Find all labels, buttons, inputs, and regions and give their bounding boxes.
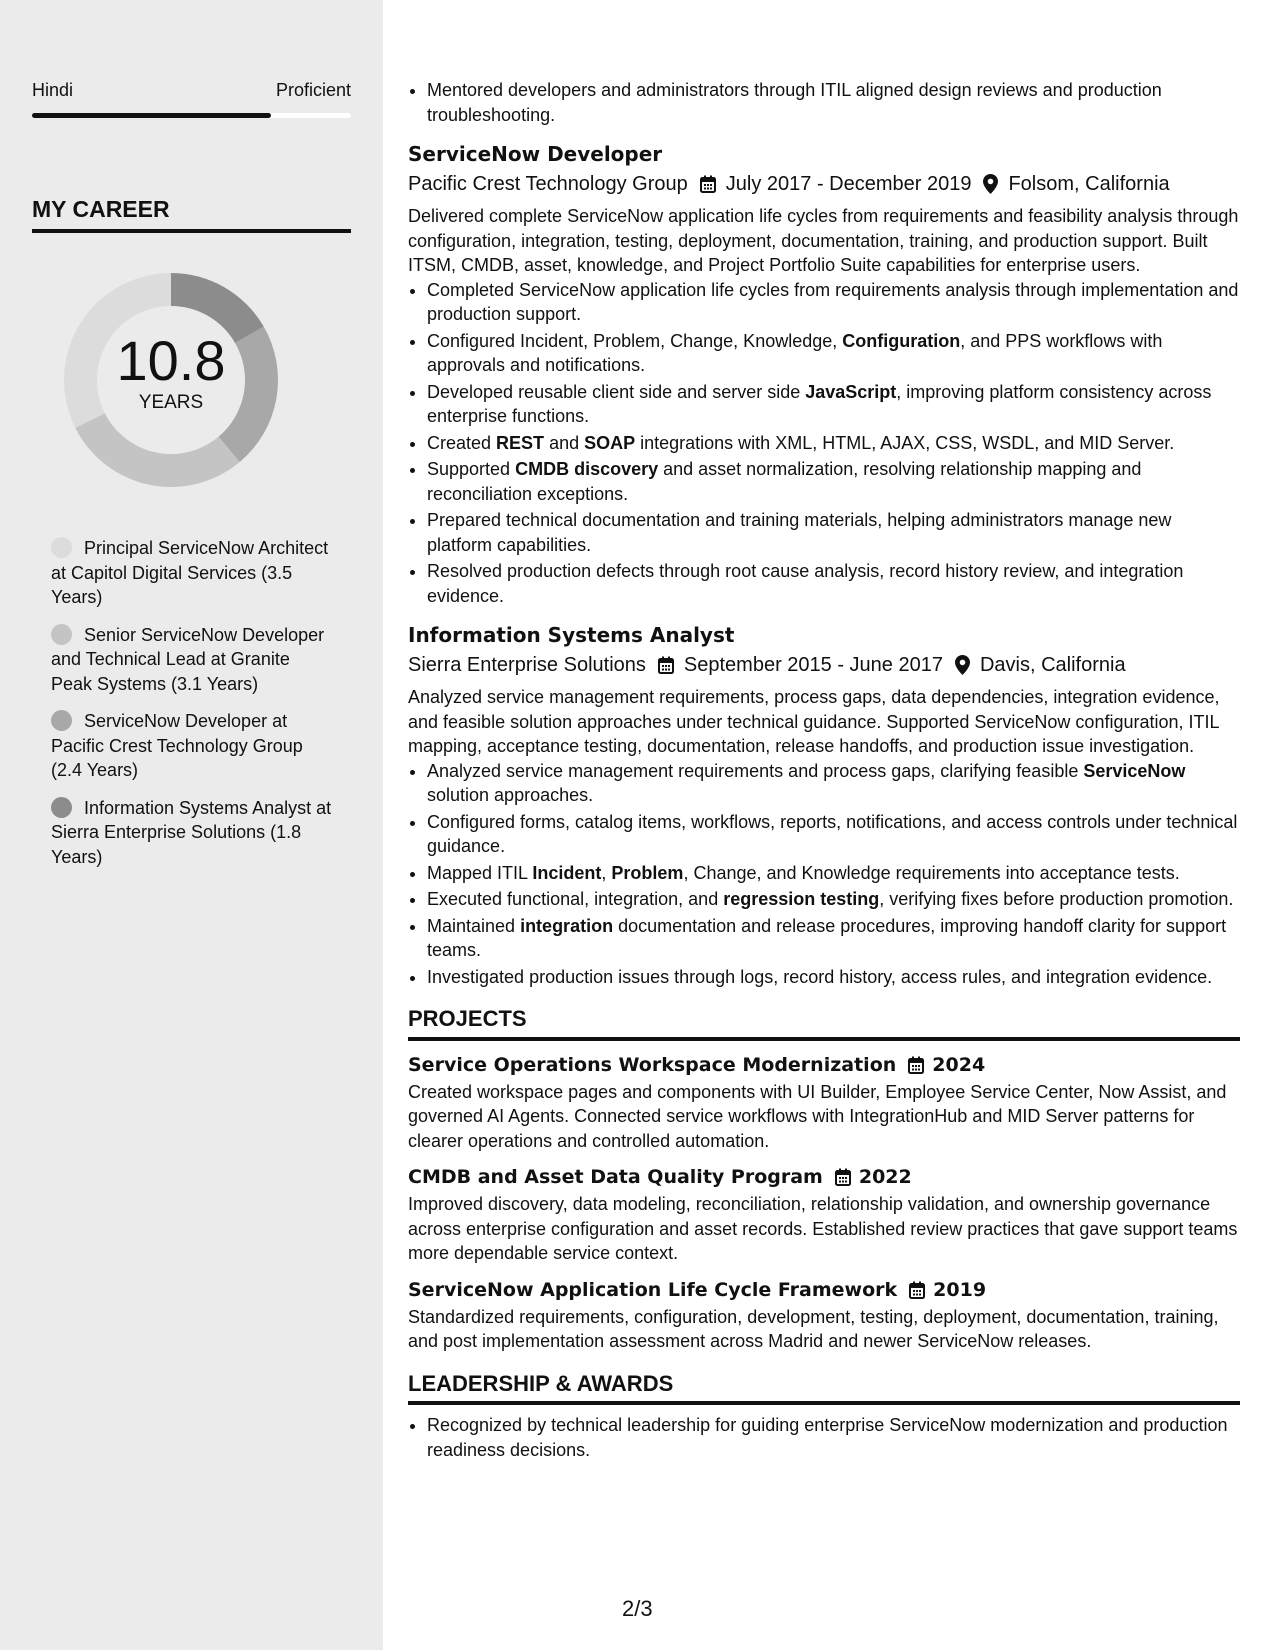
meta-icon-wrap	[908, 1056, 924, 1074]
text-run: solution approaches.	[427, 785, 594, 805]
awards-list	[408, 1413, 1240, 1462]
job-meta	[408, 170, 1240, 198]
main-content	[408, 78, 1240, 1464]
project-description: Improved discovery, data modeling, reconciliation, relationship validation, and ownership governance across enterprise configuration and asset records. Established review practices that gave support teams more dependable service context.	[408, 1194, 1238, 1263]
award-item: • Recognized by technical leadership for guiding enterprise ServiceNow modernization and production readiness decisions.	[427, 1413, 1240, 1462]
job-title: Information Systems Analyst	[408, 623, 735, 647]
career-section-title: MY CAREER	[32, 196, 351, 233]
meta-icon-wrap	[955, 655, 970, 675]
job-location: Davis, California	[979, 654, 1126, 676]
text-run: Maintained	[427, 915, 521, 936]
project-title: CMDB and Asset Data Quality Program	[408, 1166, 823, 1188]
text-run: documentation and release procedures, improving handoff clarity for support teams.	[427, 915, 1227, 960]
career-list	[51, 536, 333, 882]
bold-text: CMDB discovery	[515, 459, 659, 479]
project-entry	[408, 1277, 1240, 1354]
bold-text: ServiceNow	[1083, 760, 1186, 781]
bullet-item	[427, 759, 1240, 808]
experience-list	[408, 140, 1240, 989]
text-run: Analyzed service management requirements and process gaps, clarifying feasible	[427, 760, 1084, 781]
text-run: , Change, and Knowledge requirements into acceptance tests.	[683, 862, 1180, 883]
awards-section-title: LEADERSHIP & AWARDS	[408, 1372, 1240, 1406]
bullet-item	[427, 914, 1240, 963]
career-item-label: Information Systems Analyst at Sierra Enterprise Solutions (1.8 Years)	[51, 797, 332, 867]
career-item	[51, 536, 333, 610]
text-run: Resolved production defects through root cause analysis, record history review, and integration evidence.	[427, 561, 1184, 606]
donut-segment-3	[219, 327, 278, 462]
meta-icon-wrap	[983, 174, 998, 194]
bullet-item	[427, 887, 1240, 912]
project-title-row	[408, 1164, 1240, 1190]
calendar-icon	[700, 175, 716, 193]
language-name: Hindi	[32, 80, 74, 100]
bold-text: JavaScript	[805, 381, 897, 402]
bullet-item	[427, 861, 1240, 886]
job-dates: September 2015 - June 2017	[683, 654, 943, 676]
bullet-item	[427, 380, 1240, 429]
text-run: integrations with XML, HTML, AJAX, CSS, WSDL, and MID Server.	[635, 432, 1175, 453]
bullet-item	[427, 329, 1240, 378]
bullet-item	[427, 559, 1240, 608]
career-item-label: Senior ServiceNow Developer and Technical Lead at Granite Peak Systems (3.1 Years)	[51, 624, 325, 694]
project-title: ServiceNow Application Life Cycle Framework	[408, 1278, 898, 1301]
job-bullets	[408, 278, 1240, 609]
career-item	[51, 709, 333, 783]
career-donut-chart	[64, 273, 294, 503]
meta-icon-wrap	[700, 175, 716, 193]
job-entry	[408, 140, 1240, 608]
legend-dot	[51, 624, 72, 645]
text-run: Prepared technical documentation and training materials, helping administrators manage new platform capabilities.	[427, 510, 1172, 555]
project-description: Standardized requirements, configuration, development, testing, deployment, documentation, training, and post implementation assessment across Madrid and newer ServiceNow releases.	[408, 1306, 1219, 1351]
text-run: Configured Incident, Problem, Change, Knowledge,	[427, 330, 843, 351]
bold-text: Configuration	[842, 330, 961, 351]
text-run: Completed ServiceNow application life cycles from requirements analysis through implementation and production support.	[427, 279, 1239, 324]
career-item	[51, 623, 333, 697]
meta-icon-wrap	[835, 1168, 851, 1186]
language-level: Proficient	[275, 80, 351, 100]
sidebar	[0, 0, 383, 1650]
text-run: Investigated production issues through logs, record history, access rules, and integration evidence.	[427, 966, 1213, 987]
project-entry	[408, 1052, 1240, 1154]
text-run: ,	[601, 862, 612, 883]
bold-text: REST	[496, 432, 545, 453]
job-dates: July 2017 - December 2019	[725, 173, 972, 195]
bullet-item	[427, 457, 1240, 506]
bold-text: Problem	[611, 862, 684, 883]
text-run: Supported	[427, 459, 516, 479]
project-year: 2022	[858, 1166, 912, 1188]
text-run: Mapped ITIL	[427, 862, 533, 883]
language-proficiency-fill	[32, 113, 271, 118]
bullet-item	[427, 508, 1240, 557]
donut-segment-2	[75, 413, 239, 487]
meta-icon-wrap	[658, 656, 674, 674]
project-entry	[408, 1164, 1240, 1266]
text-run: , and PPS workflows with approvals and notifications.	[427, 330, 1163, 375]
text-run: , verifying fixes before production promotion.	[879, 889, 1234, 909]
legend-dot	[51, 797, 72, 818]
text-run: Executed functional, integration, and	[427, 889, 724, 909]
calendar-icon	[909, 1281, 925, 1299]
bold-text: integration	[520, 915, 614, 936]
bullet-item	[427, 965, 1240, 990]
bold-text: regression testing	[723, 889, 880, 909]
career-item-label: Principal ServiceNow Architect at Capitol Digital Services (3.5 Years)	[51, 538, 329, 607]
project-description: Created workspace pages and components with UI Builder, Employee Service Center, Now Assist, and governed AI Agents. Connected service workflows with IntegrationHub and MID Server patterns for clearer operations and controlled automation.	[408, 1081, 1227, 1151]
job-description: Analyzed service management requirements, process gaps, data dependencies, integration evidence, and feasible solution approaches under technical guidance. Supported ServiceNow configuration, ITIL mapping, acceptance testing, documentation, release handoffs, and production issue investigation.	[408, 687, 1220, 756]
projects-list	[408, 1052, 1240, 1354]
bullet-item	[427, 431, 1240, 456]
calendar-icon	[908, 1056, 924, 1074]
legend-dot	[51, 710, 72, 731]
project-title-row	[408, 1052, 1240, 1078]
text-run: , improving platform consistency across enterprise functions.	[427, 381, 1212, 426]
career-item-label: ServiceNow Developer at Pacific Crest Technology Group (2.4 Years)	[51, 711, 303, 780]
text-run: Developed reusable client side and server side	[427, 381, 806, 402]
meta-icon-wrap	[909, 1281, 925, 1299]
text-run: Created	[427, 432, 497, 453]
text-run: and	[544, 432, 585, 453]
text-run: and asset normalization, resolving relationship mapping and reconciliation exceptions.	[427, 459, 1142, 504]
total-years-value: 10.8	[116, 329, 226, 392]
bullet-item	[427, 810, 1240, 859]
bold-text: Incident	[532, 862, 602, 883]
job-company: Pacific Crest Technology Group	[408, 173, 688, 195]
language-proficiency-bar	[32, 113, 351, 118]
bullet-item: • Mentored developers and administrators through ITIL aligned design reviews and production troubleshooting.	[427, 78, 1240, 127]
job-bullets	[408, 759, 1240, 990]
job-description: Delivered complete ServiceNow application life cycles from requirements and feasibility analysis through configuration, integration, testing, deployment, documentation, training, and production support. Built ITSM, CMDB, asset, knowledge, and Project Portfolio Suite capabilities for enterprise users.	[408, 206, 1239, 275]
bullet-item	[427, 278, 1240, 327]
legend-dot	[51, 537, 72, 558]
project-title: Service Operations Workspace Modernization	[408, 1053, 897, 1076]
calendar-icon	[835, 1168, 851, 1186]
bold-text: SOAP	[584, 432, 636, 453]
job-company: Sierra Enterprise Solutions	[408, 654, 646, 676]
text-run: Configured forms, catalog items, workflows, reports, notifications, and access controls under technical guidance.	[427, 811, 1238, 856]
previous-job-bullets	[408, 78, 1240, 127]
calendar-icon	[658, 656, 674, 674]
project-year: 2019	[933, 1278, 987, 1301]
job-title: ServiceNow Developer	[408, 142, 663, 166]
total-years-unit: YEARS	[138, 392, 204, 413]
career-item	[51, 796, 333, 870]
location-pin-icon	[955, 655, 970, 675]
page-number: 2/3	[622, 1596, 653, 1621]
project-year: 2024	[932, 1053, 986, 1076]
projects-section-title: PROJECTS	[408, 1007, 1240, 1041]
language-row	[32, 80, 351, 101]
job-meta	[408, 651, 1240, 679]
project-title-row	[408, 1277, 1240, 1303]
job-entry	[408, 621, 1240, 989]
job-location: Folsom, California	[1008, 173, 1170, 195]
location-pin-icon	[983, 174, 998, 194]
